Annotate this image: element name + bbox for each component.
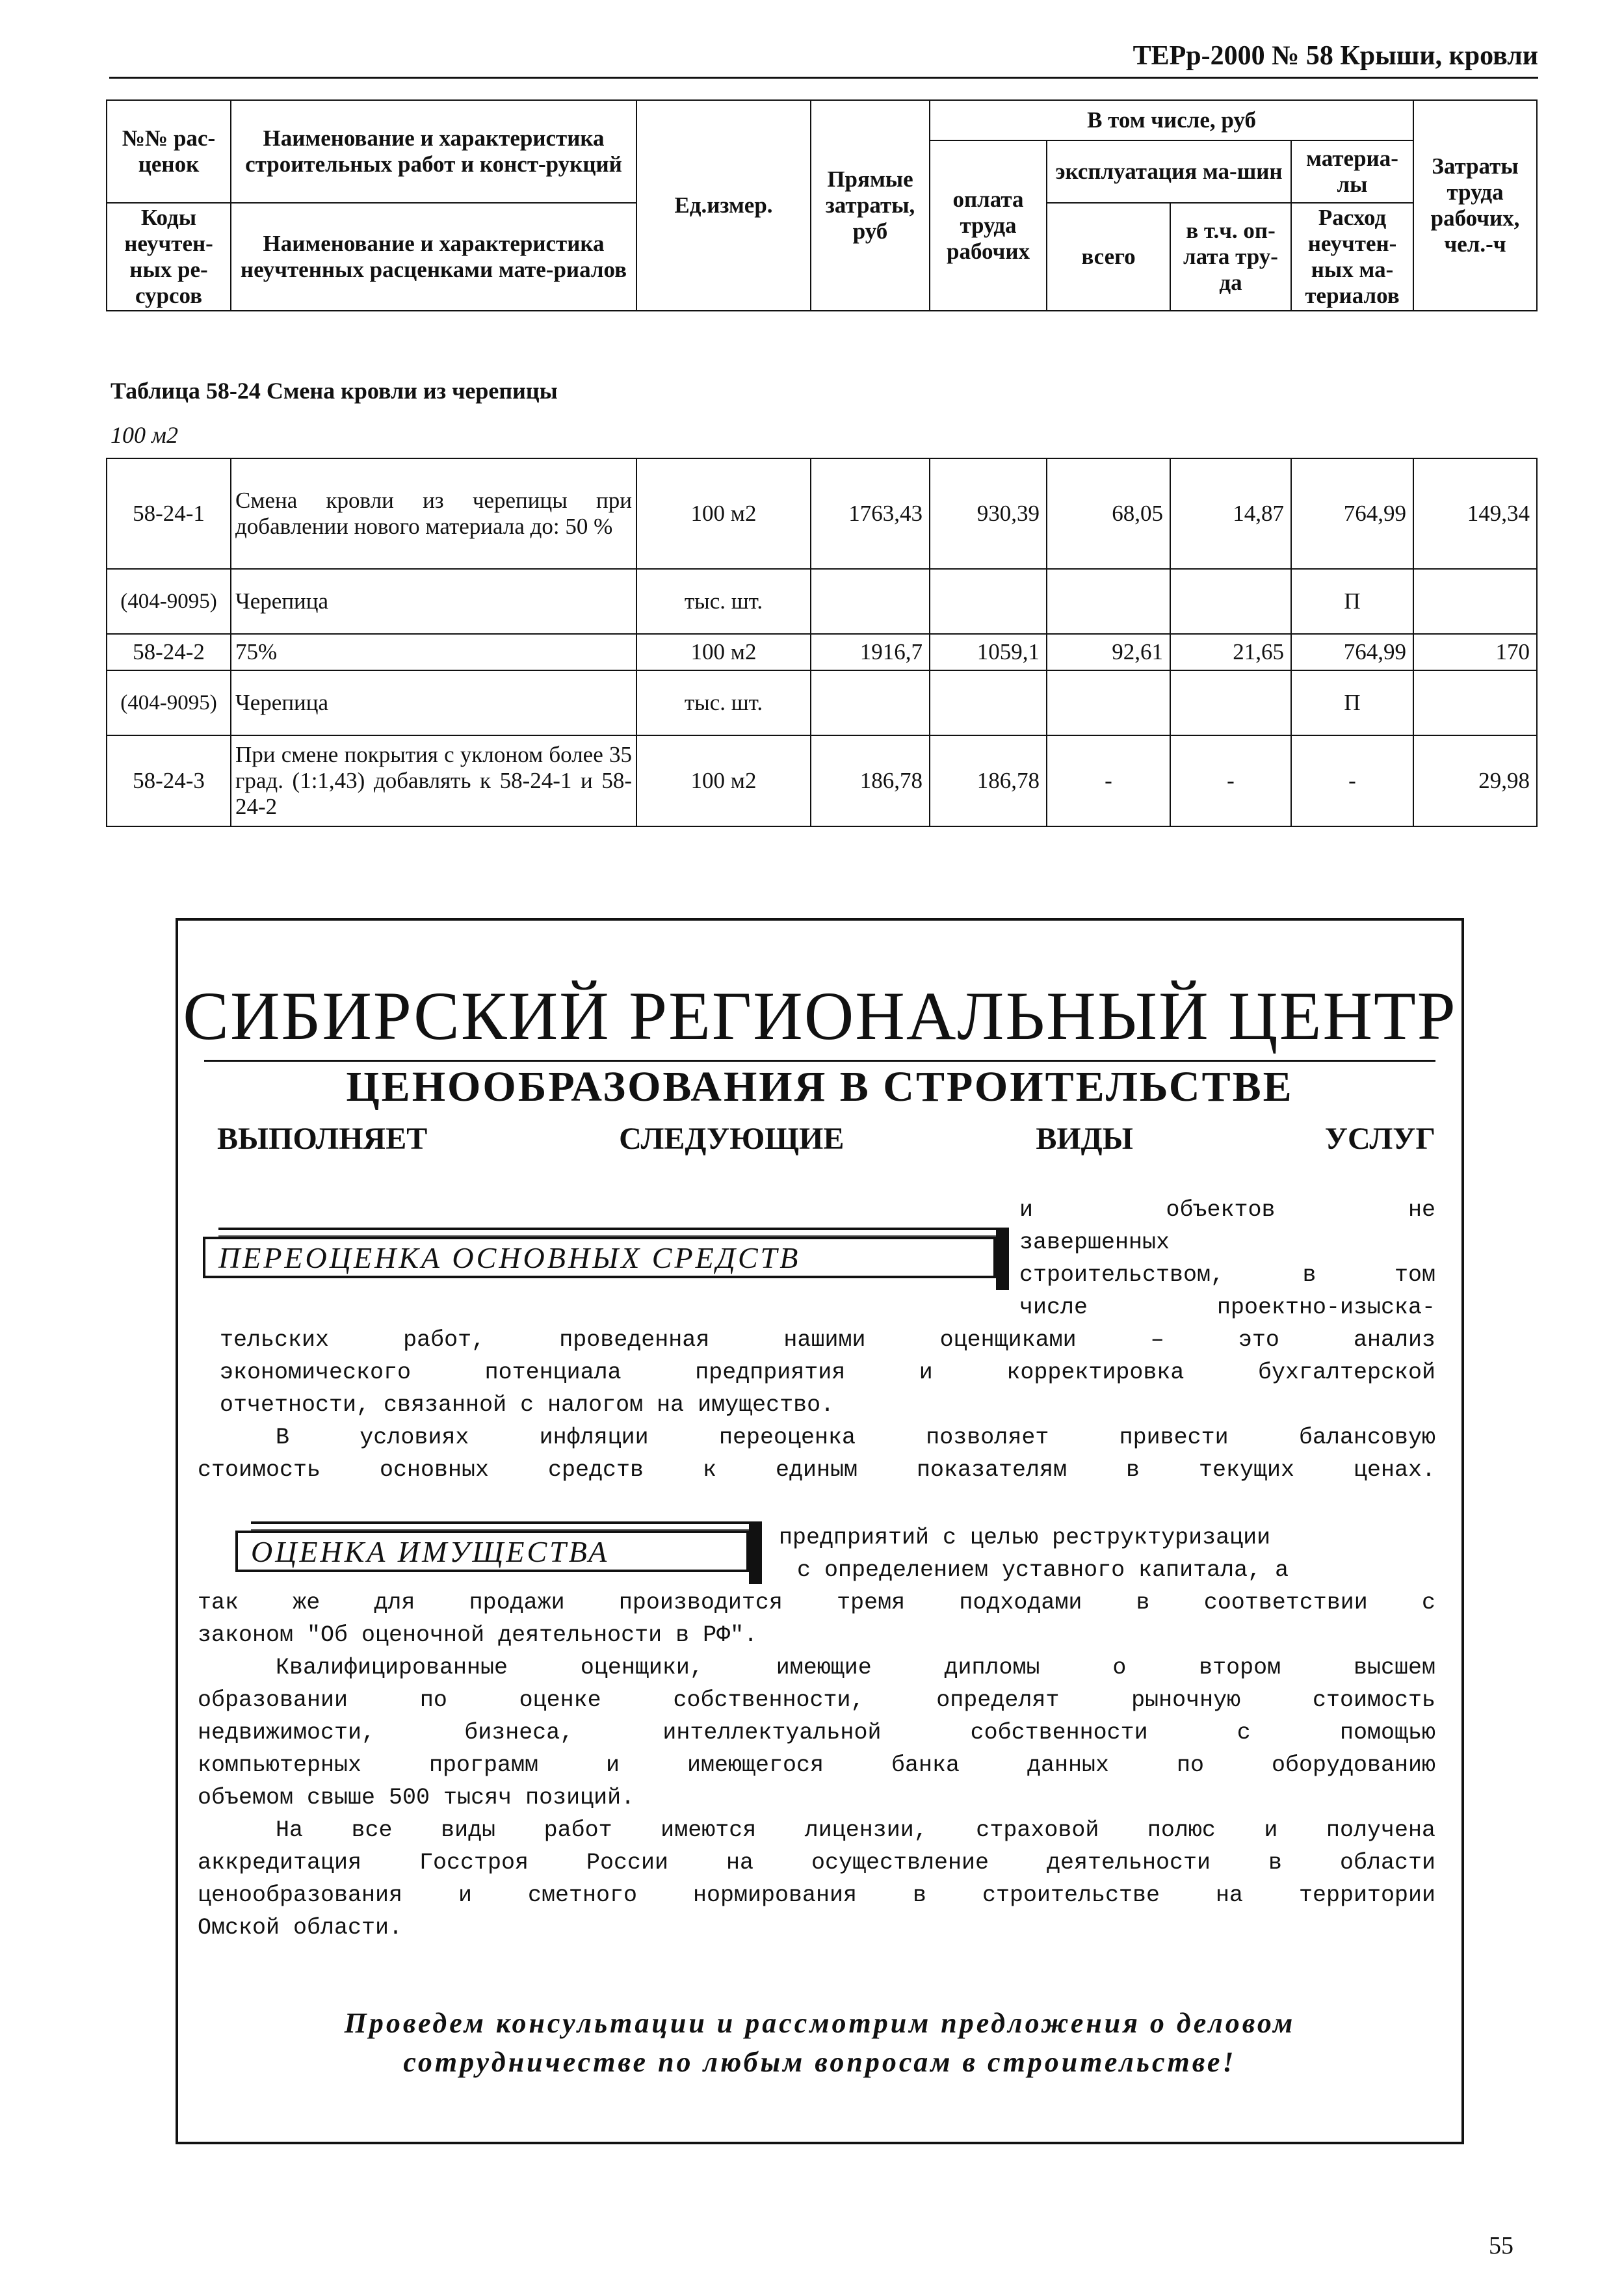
col-machlabor-header: в т.ч. оп-лата тру-да: [1170, 203, 1291, 311]
ad-subtitle: ЦЕНООБРАЗОВАНИЯ В СТРОИТЕЛЬСТВЕ: [346, 1063, 1294, 1111]
col-rescode-header: Коды неучтен-ных ре-сурсов: [107, 203, 231, 311]
text-line: компьютерных программ и имеющегося банка данных по оборудованию: [198, 1752, 1435, 1778]
column-header-table: [106, 99, 1538, 311]
paragraph-revaluation: [220, 1324, 1435, 1421]
rate-machines-labor: 21,65: [1170, 634, 1291, 670]
rate-labor: 1059,1: [930, 634, 1047, 670]
text-line: завершенных: [1019, 1229, 1170, 1256]
rate-name: 75%: [231, 634, 636, 670]
table-caption: Таблица 58-24 Смена кровли из черепицы: [111, 378, 558, 404]
rate-unit: 100 м2: [636, 735, 811, 826]
rate-labor: 186,78: [930, 735, 1047, 826]
text-line: Квалифицированные оценщики, имеющие дипломы о втором высшем: [276, 1655, 1435, 1681]
rate-labor: 930,39: [930, 458, 1047, 569]
rate-code: 58-24-3: [107, 735, 231, 826]
paragraph-qualified: [198, 1651, 1435, 1814]
resource-unit: тыс. шт.: [636, 670, 811, 735]
col-machtotal-header: всего: [1047, 203, 1170, 311]
paragraph-revaluation-side: [1019, 1194, 1435, 1324]
banner-label: ПЕРЕОЦЕНКА ОСНОВНЫХ СРЕДСТВ: [218, 1241, 801, 1274]
col-unacc-header: Расход неучтен-ных ма-териалов: [1291, 203, 1413, 311]
rate-machines-labor: 14,87: [1170, 458, 1291, 569]
text-line: экономического потенциала предприятия и корректировка бухгалтерской: [220, 1360, 1435, 1386]
rate-code: 58-24-2: [107, 634, 231, 670]
rate-unit: 100 м2: [636, 458, 811, 569]
paragraph-valuation: [198, 1586, 1435, 1651]
rate-machines: -: [1047, 735, 1170, 826]
col-incl-header: В том числе, руб: [930, 100, 1413, 140]
text-line: отчетности, связанной с налогом на имущество.: [220, 1392, 835, 1418]
text-line: объемом свыше 500 тысяч позиций.: [198, 1785, 635, 1811]
resource-mark: П: [1291, 670, 1413, 735]
ad-services-heading: ВЫПОЛНЯЕТ СЛЕДУЮЩИЕ ВИДЫ УСЛУГ: [217, 1122, 1435, 1156]
rate-direct: 1916,7: [811, 634, 930, 670]
text-line: законом "Об оценочной деятельности в РФ".: [198, 1622, 758, 1648]
col-unit-header: Ед.измер.: [636, 100, 811, 311]
table-row: [107, 735, 1537, 826]
rate-hours: 29,98: [1413, 735, 1537, 826]
banner-tab: [749, 1521, 762, 1584]
banner-stripe: [251, 1521, 762, 1531]
table-row: [107, 458, 1537, 569]
banner-frame: [203, 1237, 996, 1278]
running-title: ТЕРр-2000 № 58 Крыши, кровли: [1133, 41, 1538, 71]
closing-slogan: [178, 2004, 1461, 2082]
rate-machines: 68,05: [1047, 458, 1170, 569]
rate-machines: 92,61: [1047, 634, 1170, 670]
rate-materials: 764,99: [1291, 458, 1413, 569]
rate-materials: 764,99: [1291, 634, 1413, 670]
col-hours-header: Затраты труда рабочих, чел.-ч: [1413, 100, 1537, 311]
col-labor-header: оплата труда рабочих: [930, 140, 1047, 311]
banner-label: ОЦЕНКА ИМУЩЕСТВА: [251, 1534, 610, 1568]
text-line: строительством, в том: [1019, 1262, 1435, 1288]
col-resname-header: Наименование и характеристика неучтенных расценками мате-риалов: [231, 203, 636, 311]
text-line: предприятий с целью реструктуризации: [779, 1525, 1271, 1551]
banner-tab: [996, 1228, 1009, 1290]
text-line: аккредитация Госстроя России на осуществление деятельности в области: [198, 1850, 1435, 1876]
rate-name: При смене покрытия с уклоном более 35 град. (1:1,43) добавлять к 58-24-1 и 58-24-2: [231, 735, 636, 826]
col-code-header: №№ рас-ценок: [107, 100, 231, 203]
table-row: [107, 634, 1537, 670]
text-line: стоимость основных средств к единым показателям в текущих ценах.: [198, 1457, 1435, 1483]
rate-hours: 170: [1413, 634, 1537, 670]
rate-materials: -: [1291, 735, 1413, 826]
table-row: [107, 670, 1537, 735]
text-line: Омской области.: [198, 1915, 403, 1941]
ad-title-rule: [204, 1060, 1435, 1062]
resource-code: (404-9095): [107, 670, 231, 735]
rate-direct: 186,78: [811, 735, 930, 826]
banner-revaluation: [203, 1228, 1009, 1283]
table-row: [107, 569, 1537, 634]
banner-stripe: [218, 1228, 1009, 1237]
text-line: В условиях инфляции переоценка позволяет привести балансовую: [276, 1425, 1435, 1451]
text-line: Проведем консультации и рассмотрим предложения о деловом: [344, 2007, 1296, 2039]
rates-table: [106, 458, 1538, 827]
col-machines-header: эксплуатация ма-шин: [1047, 140, 1291, 203]
text-line: так же для продажи производится тремя подходами в соответствии с: [198, 1590, 1435, 1616]
resource-name: Черепица: [231, 569, 636, 634]
rate-machines-labor: -: [1170, 735, 1291, 826]
rate-unit: 100 м2: [636, 634, 811, 670]
paragraph-licenses: [198, 1814, 1435, 1944]
text-line: с определением уставного капитала, а: [797, 1557, 1289, 1583]
text-line: образовании по оценке собственности, определят рыночную стоимость: [198, 1687, 1435, 1713]
text-line: ценообразования и сметного нормирования в строительстве на территории: [198, 1882, 1435, 1908]
col-direct-header: Прямые затраты, руб: [811, 100, 930, 311]
text-line: числе проектно-изыска-: [1019, 1295, 1435, 1321]
rate-name: Смена кровли из черепицы при добавлении нового материала до: 50 %: [231, 458, 636, 569]
text-line: и объектов не: [1019, 1197, 1435, 1223]
text-line: На все виды работ имеются лицензии, страховой полюс и получена: [276, 1817, 1435, 1843]
paragraph-valuation-side: [779, 1521, 1429, 1586]
text-line: сотрудничестве по любым вопросам в строительстве!: [403, 2046, 1237, 2078]
resource-code: (404-9095): [107, 569, 231, 634]
resource-unit: тыс. шт.: [636, 569, 811, 634]
rate-hours: 149,34: [1413, 458, 1537, 569]
ad-title: СИБИРСКИЙ РЕГИОНАЛЬНЫЙ ЦЕНТР: [183, 978, 1457, 1054]
rate-code: 58-24-1: [107, 458, 231, 569]
rate-direct: 1763,43: [811, 458, 930, 569]
advertisement-box: [176, 918, 1464, 2144]
col-materials-header: материа-лы: [1291, 140, 1413, 203]
page-number: 55: [1489, 2232, 1513, 2259]
text-line: тельских работ, проведенная нашими оценщиками – это анализ: [220, 1327, 1435, 1353]
col-name-header: Наименование и характеристика строительных работ и конст-рукций: [231, 100, 636, 203]
paragraph-inflation: [198, 1421, 1435, 1486]
text-line: недвижимости, бизнеса, интеллектуальной собственности с помощью: [198, 1720, 1435, 1746]
banner-frame: [235, 1531, 749, 1572]
resource-name: Черепица: [231, 670, 636, 735]
banner-property-valuation: [235, 1521, 762, 1577]
header-rule: [109, 77, 1538, 79]
table-unit-note: 100 м2: [111, 422, 178, 448]
resource-mark: П: [1291, 569, 1413, 634]
